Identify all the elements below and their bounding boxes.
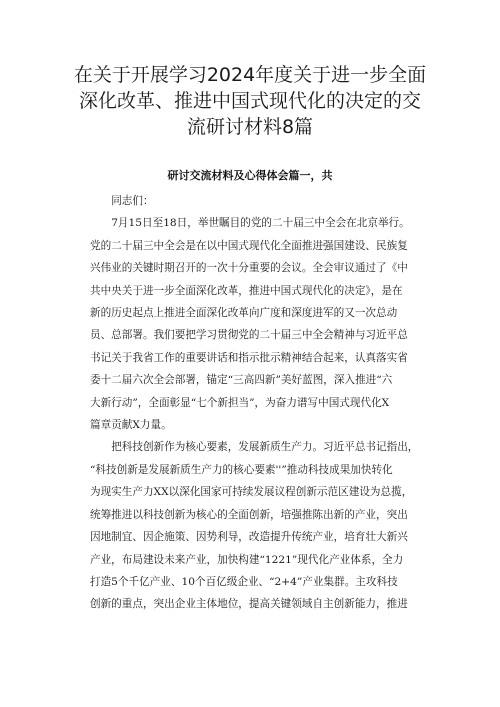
section-subtitle: 研讨交流材料及心得体会篇一，共 (167, 169, 333, 182)
body-line: 兴伟业的关键时期召开的一次十分重要的会议。全会审议通过了《中 (90, 262, 408, 275)
body-line: 为现实生产力XX以深化国家可持续发展议程创新示范区建设为总揽， (90, 486, 413, 499)
body-line: 7月15日至18日，举世瞩目的党的二十届三中全会在北京举行。 (111, 217, 410, 230)
body-line: 把科技创新作为核心要素，发展新质生产力。习近平总书记指出， (111, 441, 419, 454)
body-line: 党的二十届三中全会是在以中国式现代化全面推进强国建设、民族复 (90, 239, 408, 252)
body-line: 员、总部署。我们要把学习贯彻党的二十届三中全会精神与习近平总 (90, 329, 408, 342)
body-line: 书记关于我省工作的重要讲话和指示批示精神结合起来，认真落实省 (90, 351, 408, 364)
body-line: 产业，布局建设未来产业，加快构建“1221”现代化产业体系，全力 (90, 553, 404, 566)
title-line-1: 在关于开展学习2024年度关于进一步全面 (73, 64, 427, 86)
body-line: 共中央关于进一步全面深化改革，推进中国式现代化的决定》，是在 (90, 284, 403, 297)
title-line-3: 流研讨材料8篇 (186, 116, 314, 138)
title-line-2: 深化改革、推进中国式现代化的决定的交 (78, 90, 421, 112)
body-line: 打造5个千亿产业、10个百亿级企业、“2+4”产业集群。主攻科技 (90, 575, 398, 588)
body-line: 创新的重点，突出企业主体地位，提高关键领域自主创新能力，推进 (90, 598, 408, 611)
salutation: 同志们： (111, 195, 154, 207)
body-line: 统筹推进以科技创新为核心的全面创新，培强推陈出新的产业，突出 (90, 508, 408, 521)
body-line: “科技创新是发展新质生产力的核心要素''”推动科技成果加快转化 (90, 463, 393, 476)
body-line: 大新行动”，全面彰显“七个新担当”，为奋力谱写中国式现代化X (90, 396, 390, 409)
body-line: 因地制宜、因企施策、因势利导，改造提升传统产业，培育壮大新兴 (90, 531, 408, 544)
body-line: 新的历史起点上推进全面深化改革向广度和深度进军的又一次总动 (90, 307, 398, 320)
document-title (60, 62, 440, 140)
body-line: 委十二届六次全会部署，锚定“三高四新”美好蓝图，深入推进“六 (90, 374, 393, 387)
document-body (90, 190, 430, 616)
body-line: 篇章贡献X力量。 (90, 419, 172, 432)
